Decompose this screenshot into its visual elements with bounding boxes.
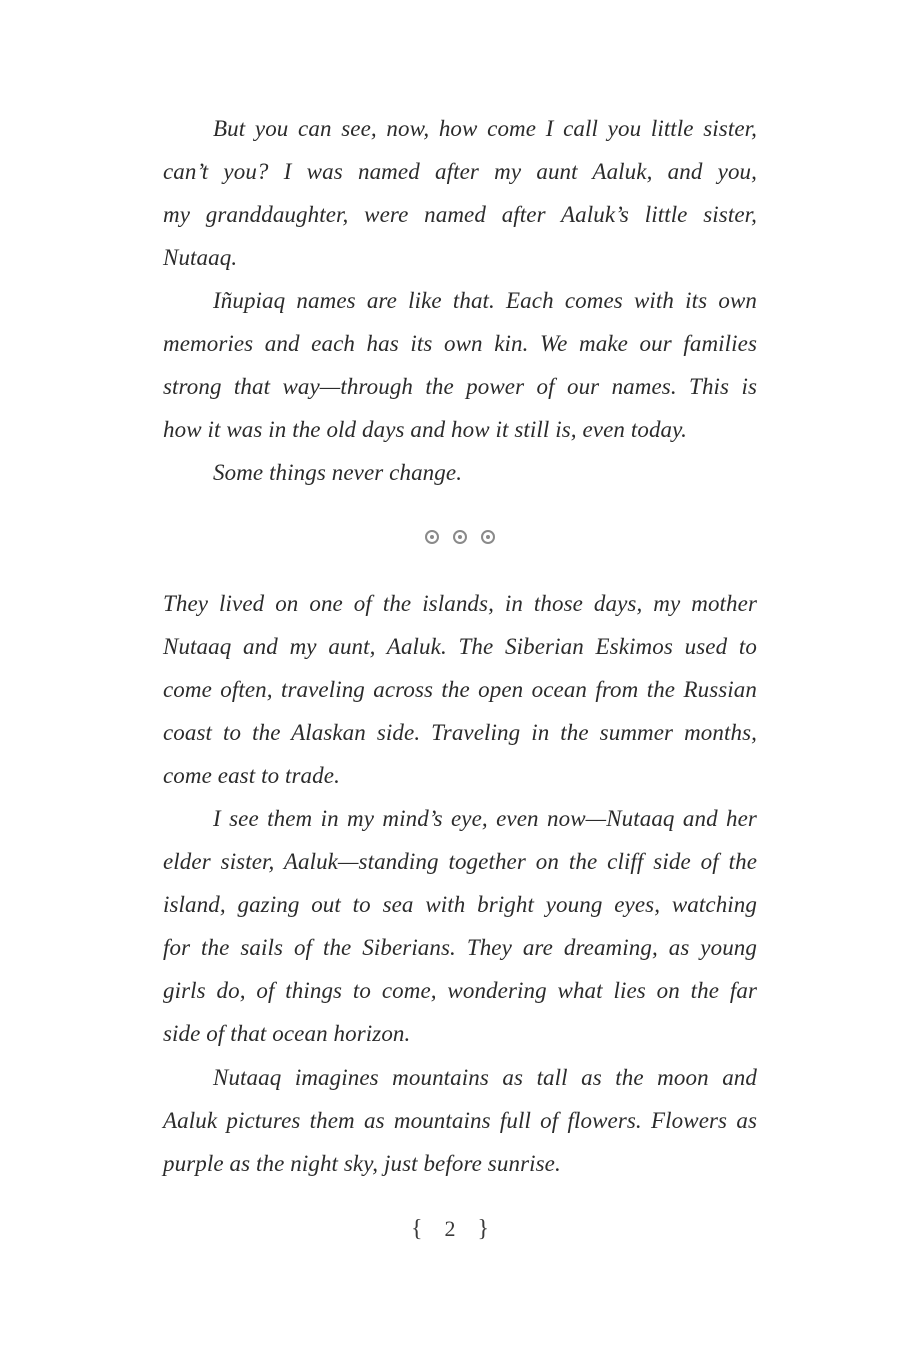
paragraph-5-line-2: elder sister, Aaluk—standing together on the cliff side of the xyxy=(163,849,757,874)
paragraph-5-line-6: side of that ocean horizon. xyxy=(163,1021,411,1046)
paragraph-5-line-3: island, gazing out to sea with bright young eyes, watching xyxy=(163,892,757,917)
close-brace: } xyxy=(477,1216,490,1242)
paragraph-6-line-1: Nutaaq imagines mountains as tall as the moon and xyxy=(213,1065,757,1090)
paragraph-6-line-2: Aaluk pictures them as mountains full of flowers. Flowers as xyxy=(163,1108,757,1133)
paragraph-4-line-4: coast to the Alaskan side. Traveling in the summer months, xyxy=(163,720,757,745)
page-number-footer xyxy=(0,1216,900,1243)
paragraph-2-line-2: memories and each has its own kin. We make our families xyxy=(163,331,757,356)
paragraph-1-line-4: Nutaaq. xyxy=(163,245,238,270)
paragraph-2-line-4: how it was in the old days and how it still is, even today. xyxy=(163,417,688,442)
paragraph-2-line-1: Iñupiaq names are like that. Each comes with its own xyxy=(213,288,757,313)
paragraph-5-line-1: I see them in my mind’s eye, even now—Nutaaq and her xyxy=(213,806,757,831)
paragraph-4-line-1: They lived on one of the islands, in those days, my mother xyxy=(163,591,757,616)
paragraph-1-line-2: can’t you? I was named after my aunt Aaluk, and you, xyxy=(163,159,757,184)
ring-ornament-icon xyxy=(481,530,495,544)
ring-ornament-icon xyxy=(425,530,439,544)
paragraph-5-line-4: for the sails of the Siberians. They are dreaming, as young xyxy=(163,935,757,960)
page-number: 2 xyxy=(444,1216,456,1241)
paragraph-1-line-1: But you can see, now, how come I call you little sister, xyxy=(213,116,757,141)
paragraph-2-line-3: strong that way—through the power of our names. This is xyxy=(163,374,757,399)
paragraph-4-line-5: come east to trade. xyxy=(163,763,340,788)
paragraph-4-line-3: come often, traveling across the open ocean from the Russian xyxy=(163,677,757,702)
paragraph-3-line-1: Some things never change. xyxy=(213,460,463,485)
paragraph-4-line-2: Nutaaq and my aunt, Aaluk. The Siberian Eskimos used to xyxy=(163,634,757,659)
paragraph-5-line-5: girls do, of things to come, wondering what lies on the far xyxy=(163,978,757,1003)
paragraph-6-line-3: purple as the night sky, just before sunrise. xyxy=(163,1151,561,1176)
paragraph-1-line-3: my granddaughter, were named after Aaluk’s little sister, xyxy=(163,202,757,227)
section-break-ornament xyxy=(425,529,495,545)
open-brace: { xyxy=(410,1216,423,1242)
ring-ornament-icon xyxy=(453,530,467,544)
